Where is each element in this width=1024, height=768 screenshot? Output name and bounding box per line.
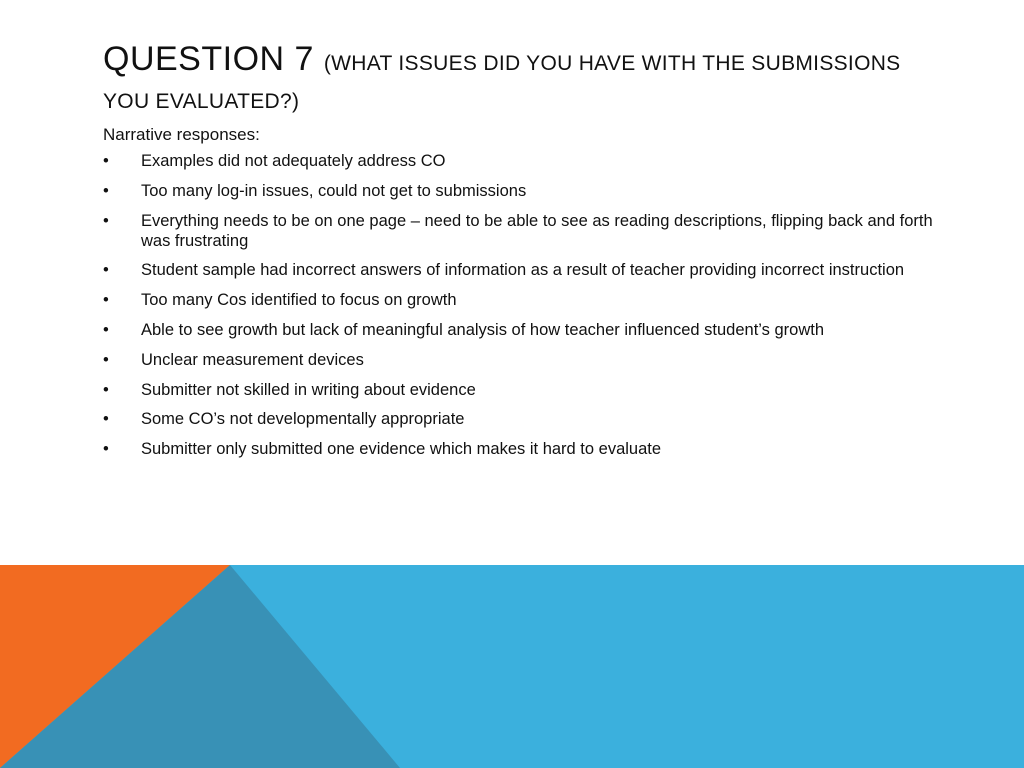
bullet-icon: • (103, 350, 109, 369)
bullet-icon: • (103, 211, 109, 230)
bullet-icon: • (103, 261, 109, 280)
bullet-icon: • (103, 440, 109, 459)
slide-body (103, 124, 933, 470)
list-item (103, 261, 933, 281)
list-item-text: Student sample had incorrect answers of information as a result of teacher providing incorrect instruction (141, 261, 905, 280)
bullet-icon: • (103, 380, 109, 399)
bullet-icon: • (103, 321, 109, 340)
list-item-text: Unclear measurement devices (141, 350, 364, 369)
bullet-icon: • (103, 152, 109, 171)
list-item-text: Everything needs to be on one page – need to be able to see as reading descriptions, flipping back and forth was frustrating (141, 211, 933, 250)
list-item (103, 152, 933, 172)
list-item-text: Examples did not adequately address CO (141, 152, 446, 171)
list-item-text: Too many Cos identified to focus on growth (141, 291, 457, 310)
response-list (103, 152, 933, 460)
list-item (103, 410, 933, 430)
list-item (103, 182, 933, 202)
title-subtitle: (WHAT ISSUES DID YOU HAVE WITH THE SUBMISSIONS YOU EVALUATED?) (103, 52, 901, 114)
slide-title (103, 40, 943, 116)
bullet-icon: • (103, 410, 109, 429)
intro-label: Narrative responses: (103, 125, 260, 144)
list-item (103, 381, 933, 401)
list-item (103, 351, 933, 371)
list-item-text: Submitter only submitted one evidence which makes it hard to evaluate (141, 440, 662, 459)
list-item-text: Too many log-in issues, could not get to submissions (141, 182, 527, 201)
footer-decoration (0, 565, 1024, 768)
list-item (103, 291, 933, 311)
title-main: QUESTION 7 (103, 40, 324, 78)
list-item-text: Able to see growth but lack of meaningful analysis of how teacher influenced student’s growth (141, 321, 825, 340)
list-item (103, 440, 933, 460)
bullet-icon: • (103, 291, 109, 310)
bullet-icon: • (103, 182, 109, 201)
list-item-text: Some CO’s not developmentally appropriate (141, 410, 465, 429)
list-item (103, 321, 933, 341)
list-item-text: Submitter not skilled in writing about evidence (141, 380, 476, 399)
list-item (103, 212, 933, 252)
